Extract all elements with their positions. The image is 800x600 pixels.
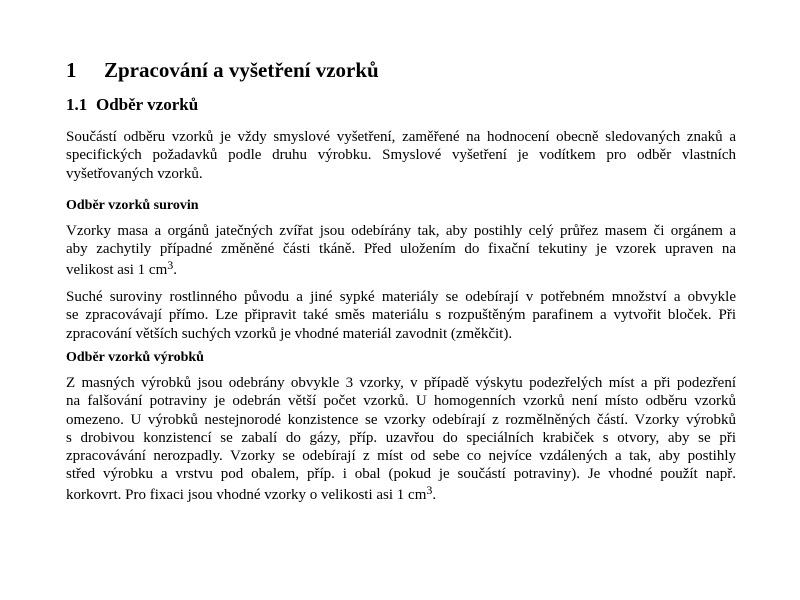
text-fragment: korkovrt. Pro fixaci jsou vhodné vzorky o velikosti asi 1 cm: [66, 486, 427, 503]
section-number: 1.1: [66, 95, 88, 114]
text-line: vyšetřovaných vzorků.: [66, 165, 203, 182]
superscript: 3: [426, 482, 433, 497]
chapter-heading: [66, 58, 379, 83]
text-line: Z masných výrobků jsou odebrány obvykle 3 vzorky, v případě výskytu podezřelých míst a při podezření: [66, 375, 736, 391]
chapter-title: Zpracování a vyšetření vzorků: [104, 58, 379, 82]
text-line: s drobivou konzistencí se zabalí do gázy, příp. uzavřou do speciálních krabiček s otvory, aby se při: [66, 429, 736, 446]
raw-paragraph-1: [66, 222, 736, 279]
text-line: Vzorky masa a orgánů jatečných zvířat jsou odebírány tak, aby postihly celý průřez masem či orgánem a: [66, 223, 736, 239]
text-fragment: .: [432, 486, 437, 503]
section-heading: [66, 95, 198, 115]
intro-paragraph: [66, 128, 736, 183]
text-line: omezeno. U výrobků nestejnorodé konzistence se vzorky odebírají z rozmělněných částí. Vzorky výrobků: [66, 411, 736, 428]
text-line: specifických požadavků podle druhu výrobku. Smyslové vyšetření je vodítkem pro odběr vlastních: [66, 147, 736, 164]
text-line: Suché suroviny rostlinného původu a jiné sypké materiály se odebírají v potřebném množství a obvykle: [66, 289, 736, 305]
text-line: zpracování větších suchých vzorků je vhodné materiál zavodnit (změkčit).: [66, 325, 513, 342]
raw-paragraph-2: [66, 288, 736, 343]
text-line: [66, 257, 736, 279]
text-fragment: velikost asi 1 cm: [66, 261, 168, 278]
text-line: střed výrobku a vrstvu pod obalem, příp. i obal (pokud je součástí potraviny). Je vhodné použít např.: [66, 466, 736, 483]
text-line: zpracovávání nerozpadly. Vzorky se odebírají z míst od sebe co nejvíce vzdálených a tak, aby postihly: [66, 448, 736, 465]
subsection-heading-raw: Odběr vzorků surovin: [66, 198, 199, 213]
text-line: Součástí odběru vzorků je vždy smyslové vyšetření, zaměřené na hodnocení obecně sledovaných znaků a: [66, 129, 736, 145]
text-line: se zpracovávají přímo. Lze připravit také směs materiálu s rozpuštěným parafinem a vytvořit bloček. Při: [66, 307, 736, 324]
subsection-heading-products: Odběr vzorků výrobků: [66, 350, 204, 365]
text-fragment: .: [173, 261, 177, 278]
text-line: [66, 482, 736, 504]
chapter-number: 1: [66, 58, 77, 82]
section-title: Odběr vzorků: [96, 95, 199, 114]
products-paragraph: [66, 374, 736, 504]
text-line: aby zachytily případné změněné části tkáně. Před uložením do fixační tekutiny je vzorek upraven na: [66, 241, 736, 258]
superscript: 3: [167, 257, 174, 272]
text-line: na falšování potraviny je odebrán větší počet vzorků. U homogenních vzorků není místo odběru vzorků: [66, 393, 736, 410]
